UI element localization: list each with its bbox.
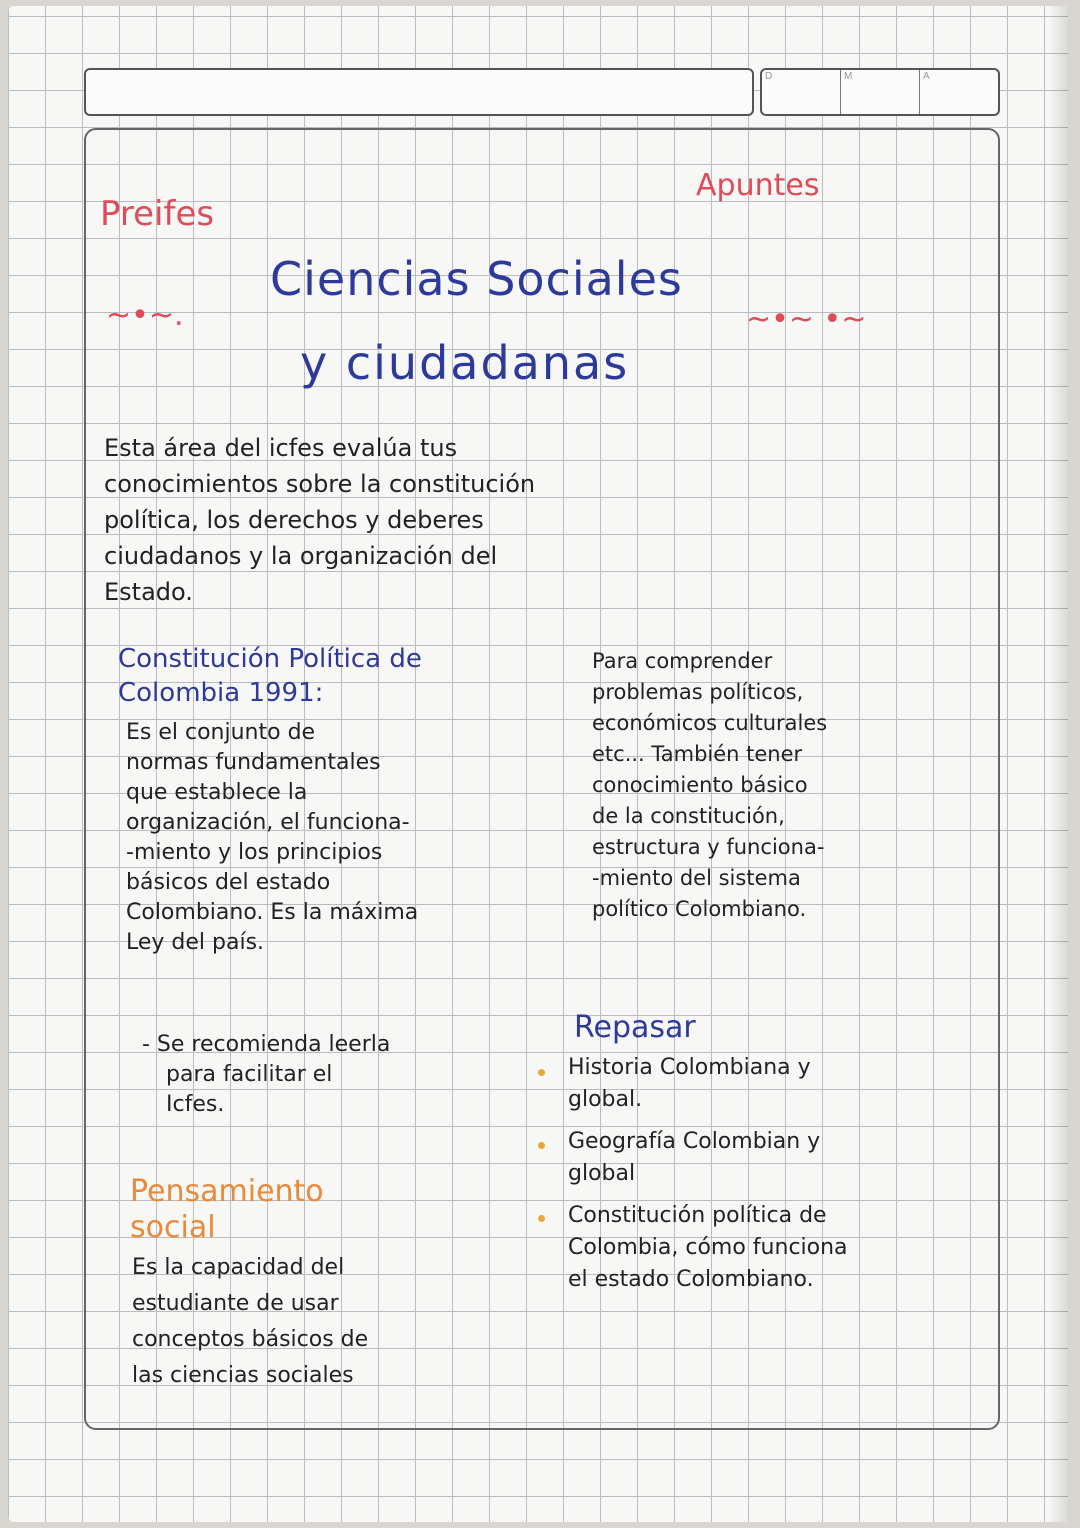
intro-line: Esta área del icfes evalúa tus: [104, 434, 458, 462]
date-cell-year: A: [923, 71, 930, 82]
repasar-item-line: Historia Colombiana y: [568, 1055, 811, 1080]
constitucion-line: organización, el funciona-: [126, 810, 410, 835]
intro-line: política, los derechos y deberes: [104, 506, 484, 534]
intro-paragraph: [104, 430, 535, 610]
comprender-line: etc... También tener: [592, 742, 803, 766]
pensamiento-line: Es la capacidad del: [132, 1255, 345, 1280]
date-cell-day: D: [762, 70, 841, 114]
repasar-heading: Repasar: [574, 1010, 696, 1045]
constitucion-paragraph: [126, 718, 418, 958]
date-box: [760, 68, 1000, 116]
pensamiento-line: estudiante de usar: [132, 1291, 339, 1316]
tilde-decoration-left: ~•~.: [106, 298, 184, 333]
repasar-item-line: global: [568, 1161, 636, 1186]
repasar-item: [568, 1126, 820, 1190]
constitucion-line: -miento y los principios: [126, 840, 383, 865]
preifes-label: Preifes: [100, 194, 215, 234]
comprender-line: problemas políticos,: [592, 680, 804, 704]
tilde-decoration-right: ~•~ •~: [746, 302, 867, 337]
constitucion-line: básicos del estado: [126, 870, 331, 895]
constitucion-heading-line1: Constitución Política de: [118, 644, 422, 674]
constitucion-line: Es el conjunto de: [126, 720, 316, 745]
constitucion-note: [142, 1030, 390, 1120]
notebook-page: [8, 6, 1068, 1522]
bullet-icon: [538, 1215, 545, 1222]
repasar-item-line: el estado Colombiano.: [568, 1267, 814, 1292]
page-title-line1: Ciencias Sociales: [270, 252, 683, 306]
intro-line: ciudadanos y la organización del: [104, 542, 498, 570]
intro-line: Estado.: [104, 578, 193, 606]
comprender-paragraph: [592, 646, 827, 925]
constitucion-heading-line2: Colombia 1991:: [118, 678, 324, 708]
header-name-box: [84, 68, 754, 116]
pensamiento-line: las ciencias sociales: [132, 1363, 354, 1388]
pensamiento-line: conceptos básicos de: [132, 1327, 369, 1352]
comprender-line: Para comprender: [592, 649, 773, 673]
comprender-line: de la constitución,: [592, 804, 785, 828]
constitucion-line: normas fundamentales: [126, 750, 381, 775]
comprender-line: -miento del sistema: [592, 866, 801, 890]
constitucion-line: Colombiano. Es la máxima: [126, 900, 419, 925]
repasar-item-line: Constitución política de: [568, 1203, 827, 1228]
constitucion-line: Ley del país.: [126, 930, 265, 955]
page-title-line2: y ciudadanas: [300, 336, 630, 390]
comprender-line: estructura y funciona-: [592, 835, 825, 859]
repasar-item: [568, 1052, 811, 1116]
constitucion-note-line: Icfes.: [166, 1092, 225, 1117]
pensamiento-paragraph: [132, 1250, 368, 1394]
constitucion-note-line: - Se recomienda leerla: [142, 1032, 391, 1057]
intro-line: conocimientos sobre la constitución: [104, 470, 536, 498]
repasar-item-line: global.: [568, 1087, 643, 1112]
apuntes-label: Apuntes: [696, 168, 820, 203]
bullet-icon: [538, 1069, 545, 1076]
repasar-item-line: Geografía Colombian y: [568, 1129, 821, 1154]
comprender-line: conocimiento básico: [592, 773, 808, 797]
constitucion-note-line: para facilitar el: [166, 1062, 333, 1087]
date-cell-month: M: [841, 70, 920, 114]
bullet-icon: [538, 1142, 545, 1149]
pensamiento-heading-line2: social: [130, 1210, 216, 1245]
constitucion-line: que establece la: [126, 780, 308, 805]
pensamiento-heading-line1: Pensamiento: [130, 1174, 324, 1209]
comprender-line: económicos culturales: [592, 711, 828, 735]
repasar-item: [568, 1200, 848, 1296]
comprender-line: político Colombiano.: [592, 897, 807, 921]
repasar-item-line: Colombia, cómo funciona: [568, 1235, 848, 1260]
